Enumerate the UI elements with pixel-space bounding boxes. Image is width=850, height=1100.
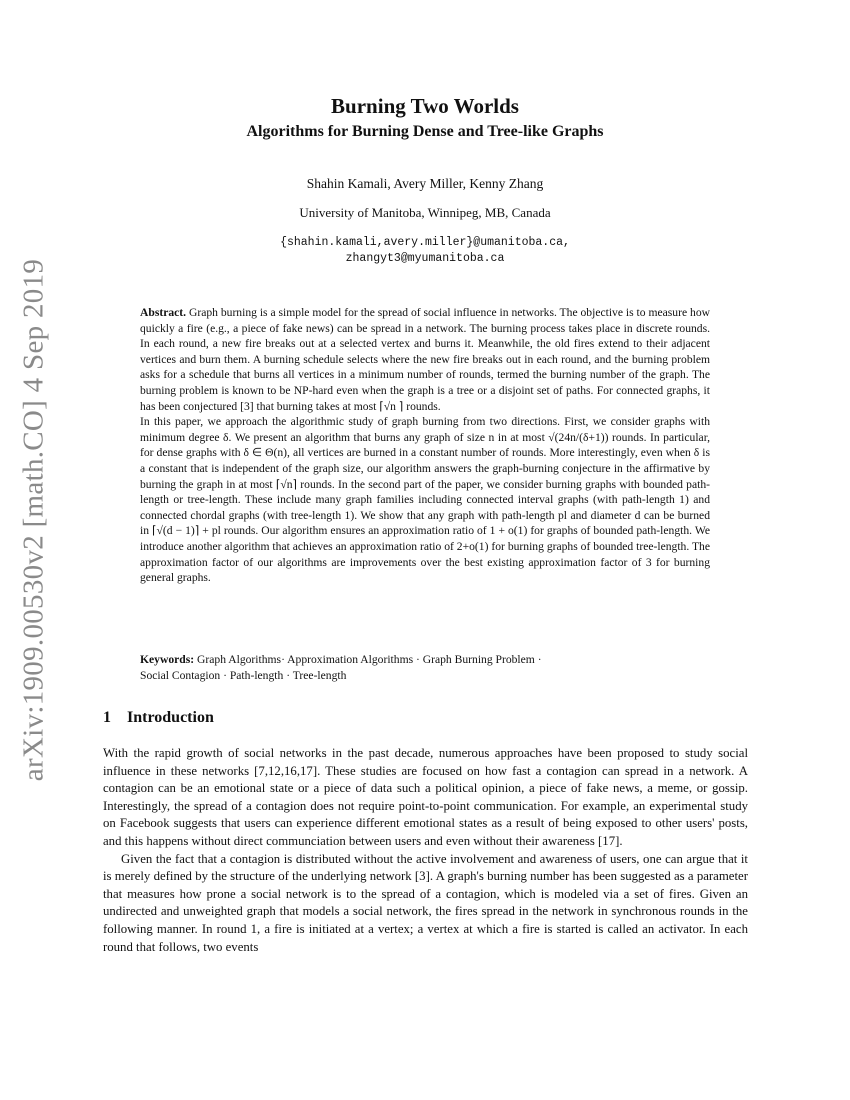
abstract-paragraph-1	[140, 305, 710, 414]
section-number: 1	[103, 709, 111, 726]
paper-title: Burning Two Worlds	[331, 94, 519, 118]
keywords-line-2: Social Contagion · Path-length · Tree-length	[140, 669, 347, 682]
email-line-2: zhangyt3@myumanitoba.ca	[345, 252, 505, 265]
abstract-paragraph-2: In this paper, we approach the algorithmic study of graph burning from two directions. First, we consider graphs with minimum degree δ. We present an algorithm that burns any graph of size n in at most √(24n/(δ+1)) rounds. In particular, for dense graphs with δ ∈ Θ(n), all vertices are burned in a constant number of rounds. More interestingly, even when δ is a constant that is independent of the graph size, our algorithm answers the graph-burning conjecture in the affirmative by burning the graph in at most ⌈√n⌉ rounds. In the second part of the paper, we consider burning graphs with bounded path-length or tree-length. These include many graph families including connected interval graphs (with path-length 1) and connected chordal graphs (with tree-length 1). We show that any graph with path-length pl and diameter d can be burned in ⌈√(d − 1)⌉ + pl rounds. Our algorithm ensures an approximation ratio of 1 + o(1) for graphs of bounded path-length. We introduce another algorithm that achieves an approximation ratio of 2+o(1) for burning graphs of bounded tree-length. The approximation factor of our algorithms are improvements over the best existing approximation factor of 3 for burning general graphs.	[140, 415, 710, 585]
abstract	[140, 305, 710, 586]
keywords	[140, 652, 710, 684]
paper-subtitle: Algorithms for Burning Dense and Tree-like Graphs	[246, 123, 604, 140]
email-line-1: {shahin.kamali,avery.miller}@umanitoba.ca,	[280, 236, 570, 249]
affiliation: University of Manitoba, Winnipeg, MB, Canada	[299, 205, 551, 220]
keywords-label: Keywords:	[140, 653, 195, 666]
abstract-label: Abstract.	[140, 306, 187, 319]
arxiv-side-stamp	[14, 260, 54, 780]
section-title: Introduction	[127, 709, 214, 726]
section-heading	[103, 709, 214, 727]
author-list: Shahin Kamali, Avery Miller, Kenny Zhang	[306, 176, 544, 191]
body-paragraph-1: With the rapid growth of social networks in the past decade, numerous approaches have been proposed to study social influence in these networks [7,12,16,17]. These studies are focused on how fast a contagion can spread in a network. A contagion can be an emotional state or a piece of data such a political opinion, a piece of fake news, a meme, or gossip. Interestingly, the spread of a contagion does not require point-to-point communication. For example, an experimental study on Facebook suggests that users can experience different emotional states as a result of being exposed to other users' posts, and this happens without direct communciation between users and even without their awareness [17].	[103, 746, 748, 848]
body-paragraph-2: Given the fact that a contagion is distributed without the active involvement and awareness of users, one can argue that it is merely defined by the structure of the underlying network [3]. A graph's burning number has been suggested as a parameter that measures how prone a social network is to the spread of a contagion, which is modeled via a set of fires. Given an undirected and unweighted graph that models a social network, the fires spread in the network in synchronous rounds in the following manner. In round 1, a fire is initiated at a vertex; a vertex at which a fire is started is called an activator. In each round that follows, two events	[103, 851, 748, 954]
body-text	[103, 745, 748, 956]
arxiv-identifier: arXiv:1909.00530v2 [math.CO] 4 Sep 2019	[17, 258, 50, 782]
keywords-line-1: Graph Algorithms· Approximation Algorithms · Graph Burning Problem ·	[197, 653, 542, 666]
abstract-text-1: Graph burning is a simple model for the spread of social influence in networks. The objective is to measure how quickly a fire (e.g., a piece of fake news) can be spread in a network. The burning process takes place in discrete rounds. In each round, a new fire breaks out at a selected vertex and burns it. Meanwhile, the old fires extend to their adjacent vertices and burn them. A burning schedule selects where the new fire breaks out in each round, and the burning problem asks for a schedule that burns all vertices in a minimum number of rounds, termed the burning number of the graph. The burning problem is known to be NP-hard even when the graph is a tree or a disjoint set of paths. For connected graphs, it has been conjectured [3] that burning takes at most ⌈√n ⌉ rounds.	[140, 306, 710, 413]
